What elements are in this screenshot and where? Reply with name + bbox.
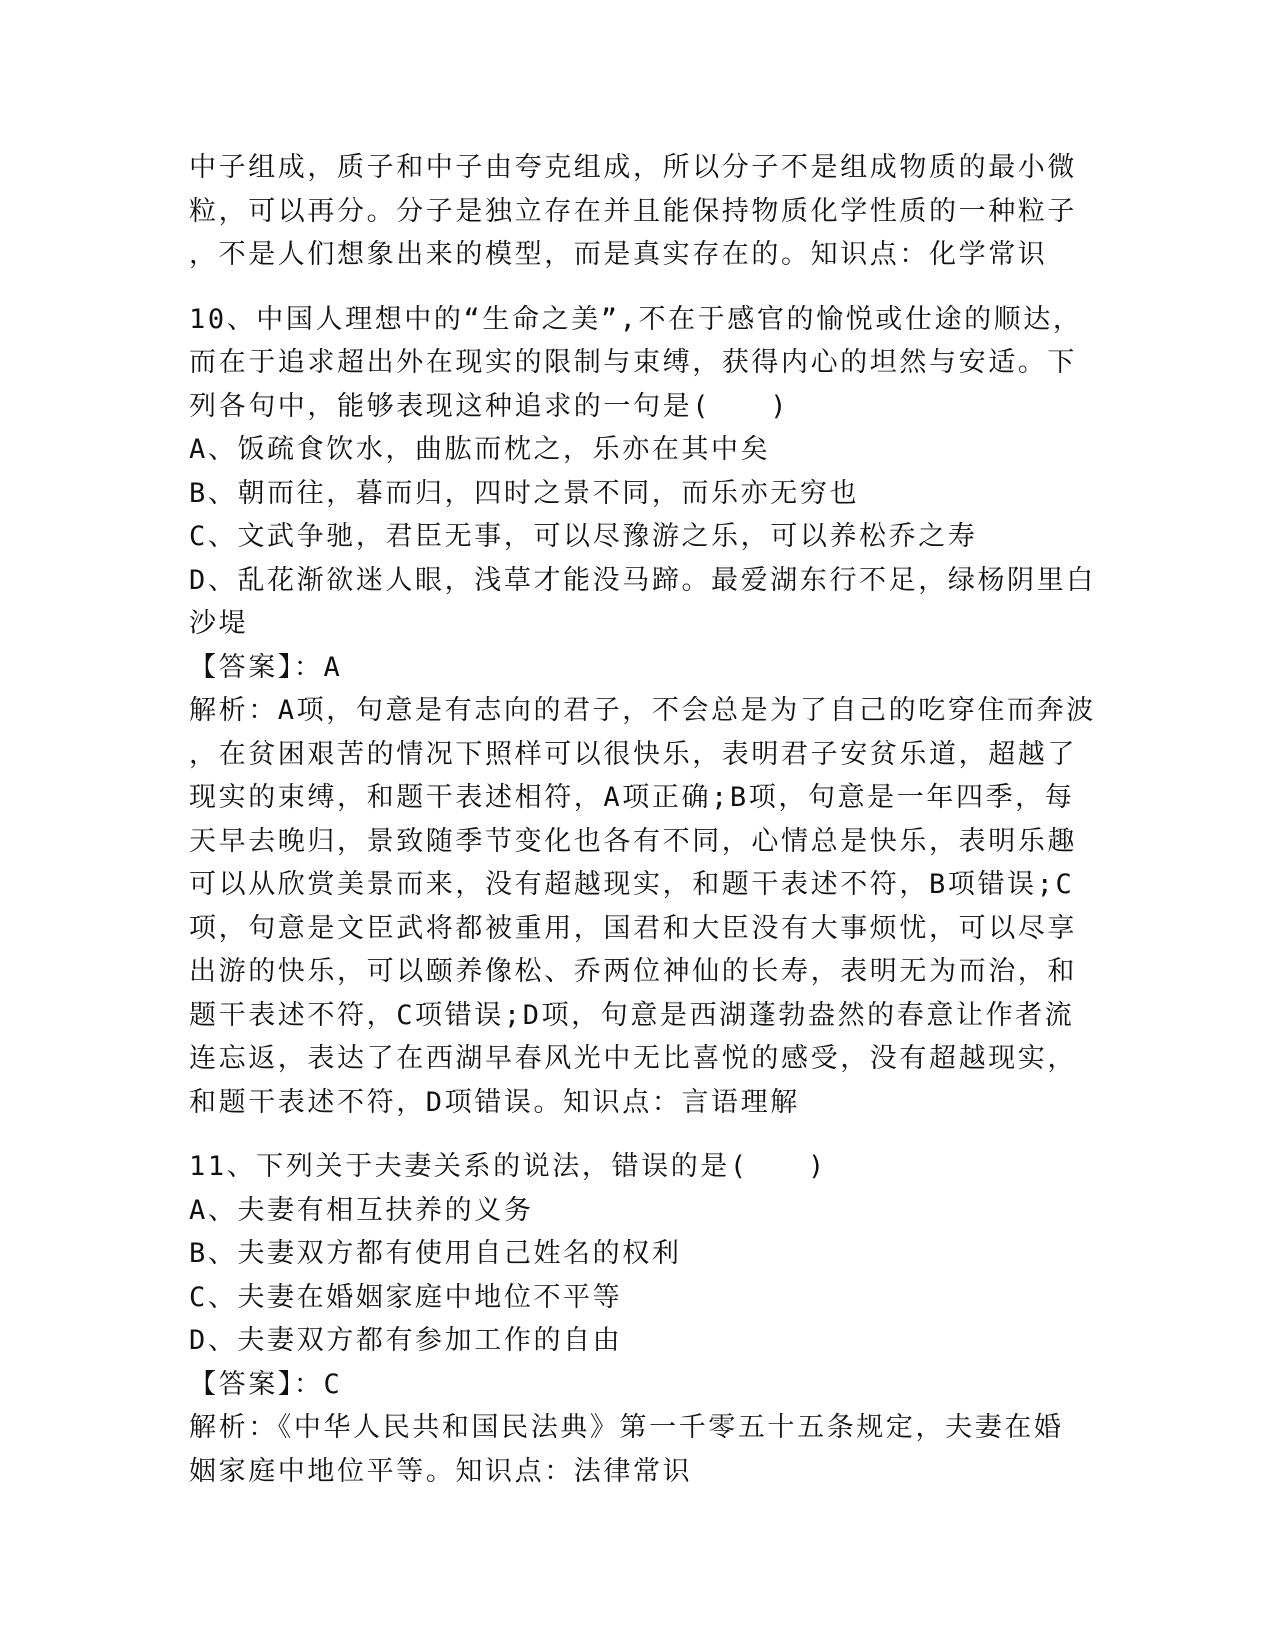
analysis bbox=[189, 689, 1096, 1124]
analysis-line: 解析：A项，句意是有志向的君子，不会总是为了自己的吃穿住而奔波 bbox=[189, 695, 1096, 726]
option-d: D、乱花渐欲迷人眼，浅草才能没马蹄。最爱湖东行不足，绿杨阴里白 bbox=[189, 564, 1096, 596]
stem-line: 列各句中，能够表现这种追求的一句是( ) bbox=[189, 390, 790, 422]
analysis-line: ，在贫困艰苦的情况下照样可以很快乐，表明君子安贫乐道，超越了 bbox=[189, 738, 1077, 770]
text-line: 粒，可以再分。分子是独立存在并且能保持物质化学性质的一种粒子 bbox=[189, 195, 1077, 227]
text-line: 中子组成，质子和中子由夸克组成，所以分子不是组成物质的最小微 bbox=[189, 152, 1077, 183]
option-c: C、文武争驰，君臣无事，可以尽豫游之乐，可以养松乔之寿 bbox=[189, 521, 978, 552]
question-stem bbox=[189, 1145, 1089, 1189]
stem-line: 而在于追求超出外在现实的限制与束缚，获得内心的坦然与安适。下 bbox=[189, 347, 1077, 378]
stem-line: 10、中国人理想中的“生命之美”,不在于感官的愉悦或仕途的顺达， bbox=[189, 303, 1083, 335]
analysis-line: 天早去晚归，景致随季节变化也各有不同，心情总是快乐，表明乐趣 bbox=[189, 825, 1077, 857]
analysis-line: 项，句意是文臣武将都被重用，国君和大臣没有大事烦忧，可以尽享 bbox=[189, 912, 1077, 944]
analysis-line: 现实的束缚，和题干表述相符，A项正确;B项，句意是一年四季，每 bbox=[189, 782, 1075, 813]
question-options bbox=[189, 428, 1096, 646]
stem-line: 11、下列关于夫妻关系的说法，错误的是( ) bbox=[189, 1151, 827, 1182]
section-gap bbox=[189, 277, 1089, 298]
analysis-line: 可以从欣赏美景而来，没有超越现实，和题干表述不符，B项错误;C bbox=[189, 869, 1075, 900]
analysis-line: 题干表述不符，C项错误;D项，句意是西湖蓬勃盎然的春意让作者流 bbox=[189, 999, 1075, 1031]
question-options bbox=[189, 1189, 1089, 1363]
section-gap bbox=[189, 1124, 1089, 1145]
analysis-line: 解析：《中华人民共和国民法典》第一千零五十五条规定，夫妻在婚 bbox=[189, 1412, 1064, 1443]
document-content bbox=[189, 146, 1096, 1493]
question-stem bbox=[189, 298, 1089, 429]
text-line: ，不是人们想象出来的模型，而是真实存在的。知识点：化学常识 bbox=[189, 239, 1048, 270]
question-11 bbox=[189, 1145, 1089, 1493]
question-10 bbox=[189, 298, 1096, 1125]
analysis-line: 和题干表述不符，D项错误。知识点：言语理解 bbox=[189, 1086, 800, 1118]
analysis-line: 连忘返，表达了在西湖早春风光中无比喜悦的感受，没有超越现实， bbox=[189, 1043, 1077, 1074]
previous-analysis-continuation bbox=[189, 146, 1089, 277]
option-a: A、夫妻有相互扶养的义务 bbox=[189, 1194, 534, 1226]
option-d-continued: 沙堤 bbox=[189, 608, 249, 639]
answer-line: 【答案】：A bbox=[189, 651, 343, 683]
answer-line: 【答案】：C bbox=[189, 1368, 343, 1400]
analysis-line: 出游的快乐，可以颐养像松、乔两位神仙的长寿，表明无为而治，和 bbox=[189, 956, 1077, 987]
option-a: A、饭疏食饮水，曲肱而枕之，乐亦在其中矣 bbox=[189, 434, 771, 465]
option-b: B、夫妻双方都有使用自己姓名的权利 bbox=[189, 1238, 682, 1269]
option-d: D、夫妻双方都有参加工作的自由 bbox=[189, 1325, 623, 1356]
option-b: B、朝而往，暮而归，四时之景不同，而乐亦无穷也 bbox=[189, 477, 860, 509]
analysis bbox=[189, 1406, 1089, 1493]
analysis-line: 姻家庭中地位平等。知识点：法律常识 bbox=[189, 1455, 693, 1487]
option-c: C、夫妻在婚姻家庭中地位不平等 bbox=[189, 1281, 623, 1313]
